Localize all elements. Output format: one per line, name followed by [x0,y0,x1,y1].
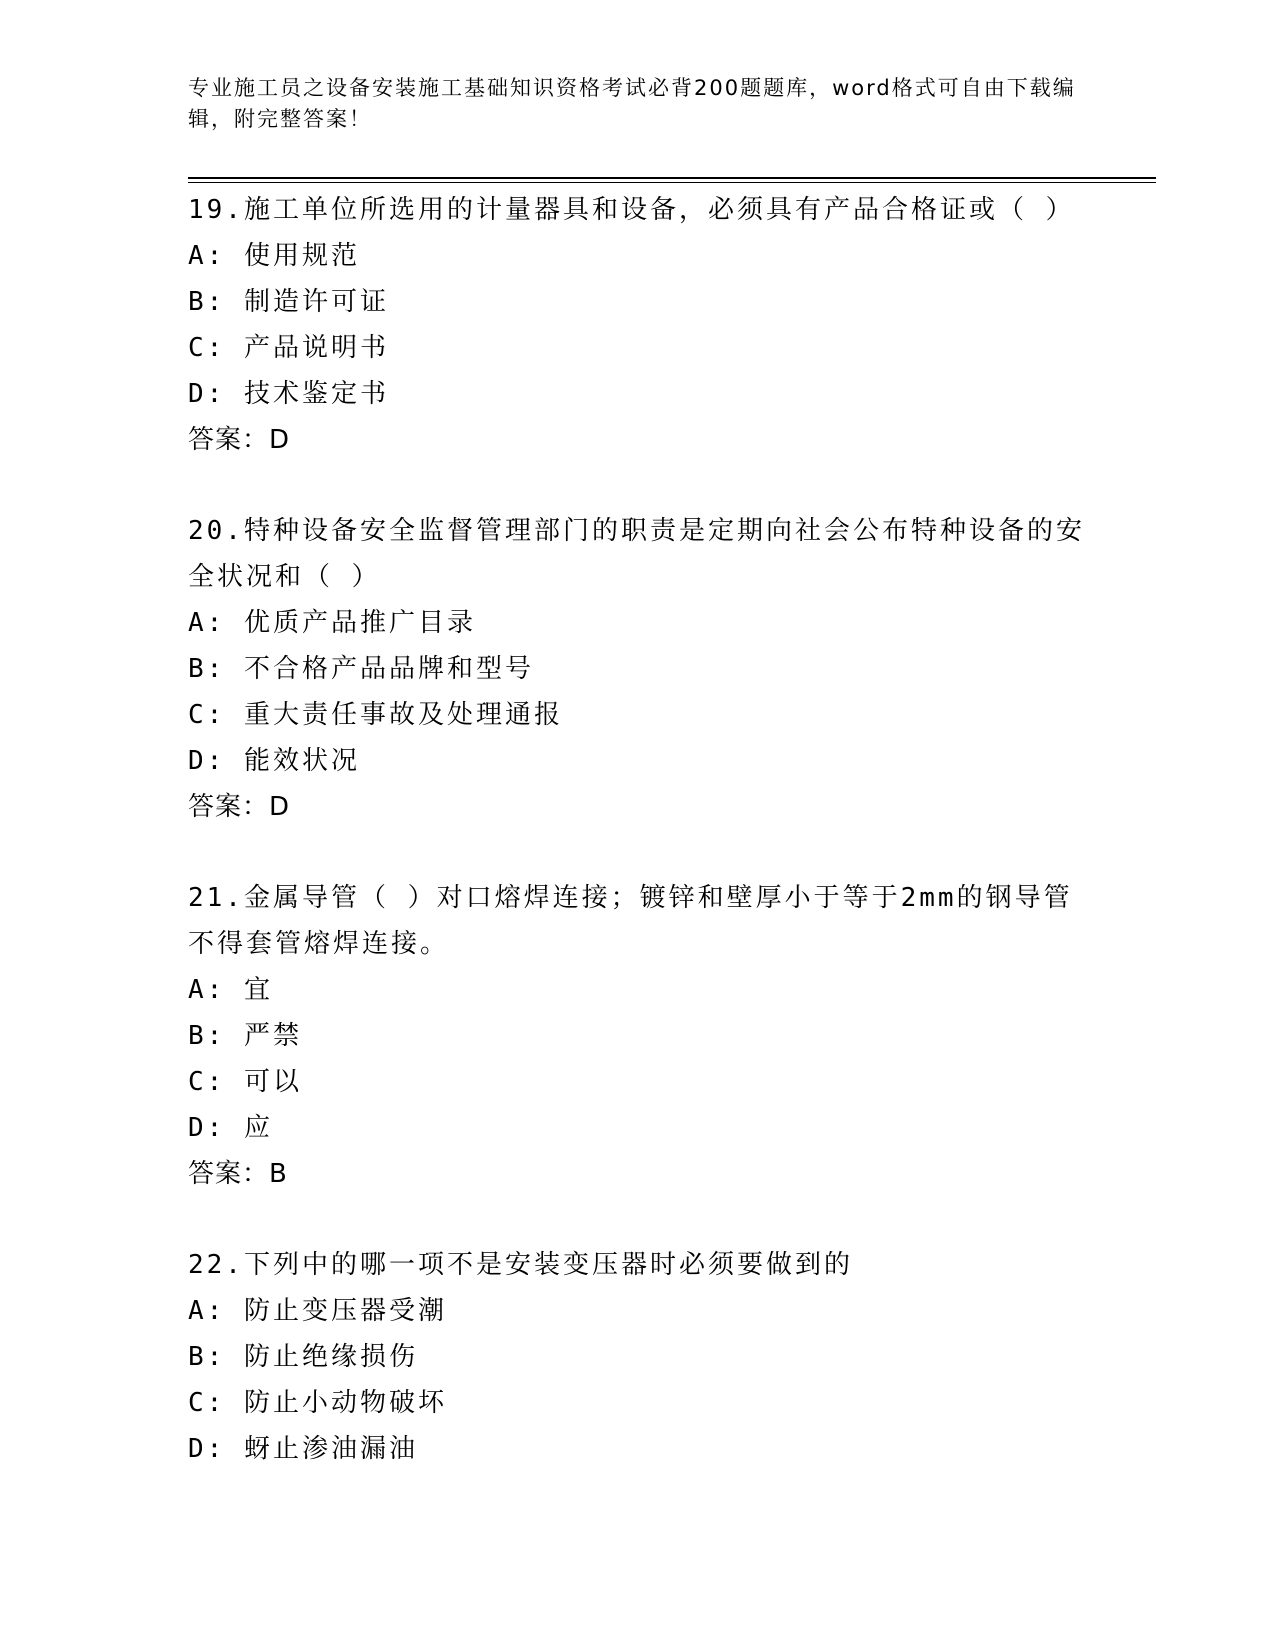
option-d: D: 技术鉴定书 [188,379,389,409]
option-b: B: 不合格产品品牌和型号 [188,654,534,684]
option-c: C: 重大责任事故及处理通报 [188,700,563,730]
option-c: C: 产品说明书 [188,333,389,363]
option-d: D: 应 [188,1113,273,1143]
option-a: A: 宜 [188,975,273,1005]
option-b: B: 制造许可证 [188,287,389,317]
question-22 [188,1242,1088,1472]
question-21 [188,875,1088,1197]
question-text: 19.施工单位所选用的计量器具和设备，必须具有产品合格证或（ ） [188,195,1075,225]
divider-line-thin [188,182,1156,183]
option-a: A: 优质产品推广目录 [188,608,476,638]
option-b: B: 严禁 [188,1021,302,1051]
option-b: B: 防止绝缘损伤 [188,1342,418,1372]
question-text: 21.金属导管（ ）对口熔焊连接；镀锌和壁厚小于等于2mm的钢导管不得套管熔焊连接。 [188,883,1073,959]
divider-line-thick [188,177,1156,179]
question-list [188,187,1088,1517]
header-divider [188,177,1156,183]
option-d: D: 蚜止渗油漏油 [188,1434,418,1464]
question-text: 22.下列中的哪一项不是安装变压器时必须要做到的 [188,1250,853,1280]
option-a: A: 防止变压器受潮 [188,1296,447,1326]
question-19 [188,187,1088,463]
answer: 答案：D [188,425,291,455]
option-c: C: 可以 [188,1067,302,1097]
question-text: 20.特种设备安全监督管理部门的职责是定期向社会公布特种设备的安全状况和（ ） [188,516,1085,592]
option-c: C: 防止小动物破坏 [188,1388,447,1418]
option-a: A: 使用规范 [188,241,360,271]
document-header: 专业施工员之设备安装施工基础知识资格考试必背200题题库，word格式可自由下载编辑，附完整答案！ [188,76,1076,131]
answer: 答案：B [188,1159,288,1189]
question-20 [188,508,1088,830]
answer: 答案：D [188,792,291,822]
option-d: D: 能效状况 [188,746,360,776]
